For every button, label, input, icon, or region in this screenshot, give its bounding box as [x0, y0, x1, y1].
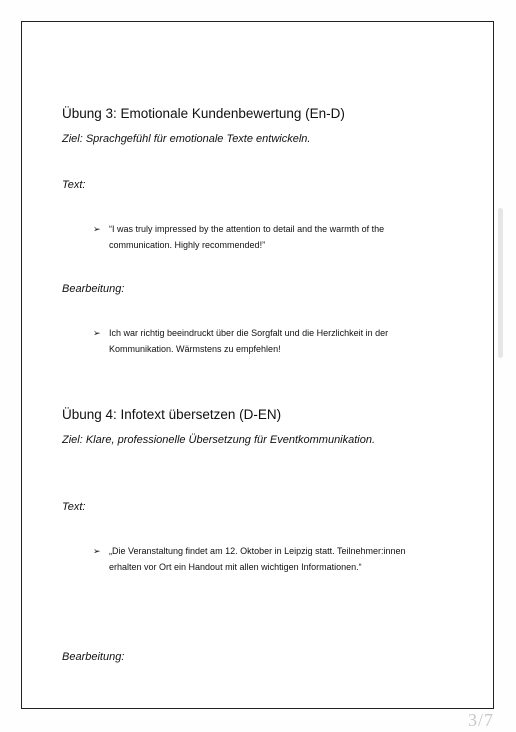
bullet-arrow-icon: ➢	[93, 546, 101, 556]
exercise-4-edit-label: Bearbeitung:	[62, 651, 125, 663]
exercise-4-text-label: Text:	[62, 501, 86, 513]
exercise-4-source-text	[109, 544, 406, 575]
exercise-3-source-text	[109, 222, 384, 253]
page-indicator: 3/7	[467, 710, 494, 730]
exercise-3-edit-line: Ich war richtig beeindruckt über die Sorgfalt und die Herzlichkeit in der	[109, 328, 389, 338]
exercise-4-source-line: erhalten vor Ort ein Handout mit allen wichtigen Informationen.“	[109, 561, 362, 572]
exercise-4-source-line: „Die Veranstaltung findet am 12. Oktober in Leipzig statt. Teilnehmer:innen	[109, 546, 406, 556]
exercise-3-edit-label: Bearbeitung:	[62, 283, 125, 295]
exercise-3-source-line: communication. Highly recommended!”	[109, 239, 266, 250]
exercise-3-source-bullet	[93, 222, 443, 256]
exercise-4-title: Übung 4: Infotext übersetzen (D-EN)	[62, 407, 282, 422]
scrollbar-thumb[interactable]	[498, 208, 503, 358]
exercise-3-edit-line: Kommunikation. Wärmstens zu empfehlen!	[109, 343, 281, 354]
bullet-arrow-icon: ➢	[93, 224, 101, 234]
document-page	[21, 21, 494, 709]
exercise-4-source-bullet	[93, 544, 443, 578]
exercise-3-text-label: Text:	[62, 179, 86, 191]
exercise-3-goal: Ziel: Sprachgefühl für emotionale Texte entwickeln.	[62, 133, 311, 145]
exercise-3-edit-text	[109, 326, 388, 357]
exercise-4-goal: Ziel: Klare, professionelle Übersetzung für Eventkommunikation.	[62, 434, 376, 446]
exercise-3-title: Übung 3: Emotionale Kundenbewertung (En-D)	[62, 106, 345, 121]
bullet-arrow-icon: ➢	[93, 328, 101, 338]
exercise-3-source-line: “I was truly impressed by the attention to detail and the warmth of the	[109, 224, 385, 234]
exercise-3-edit-bullet	[93, 326, 443, 360]
